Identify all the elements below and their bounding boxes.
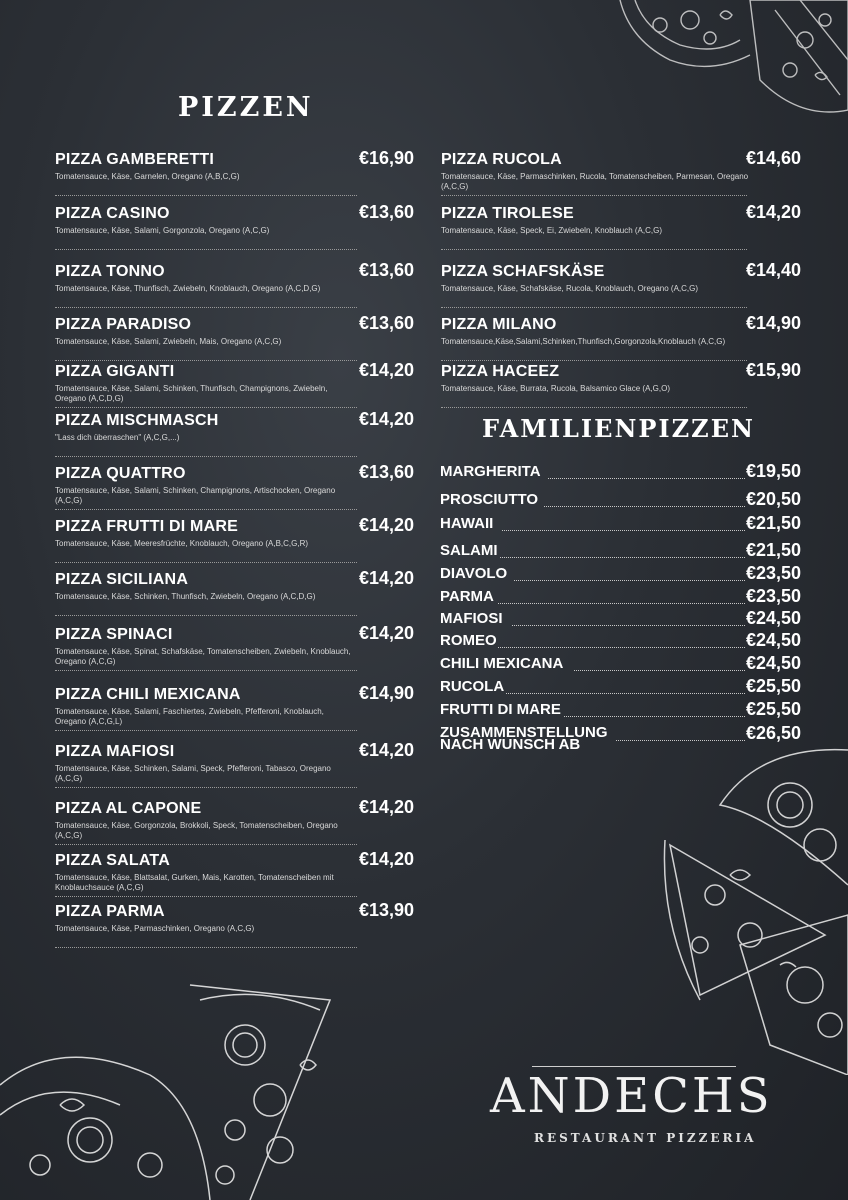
dotted-divider [55,509,357,510]
dotted-leader [574,670,745,671]
menu-item-name: PIZZA GAMBERETTI [55,151,215,168]
familienpizzen-heading: FAMILIENPIZZEN [482,414,755,443]
menu-item-name: PIZZA RUCOLA [441,151,562,168]
family-pizza-item [440,608,815,632]
menu-item-description: Tomatensauce, Käse, Schinken, Salami, Speck, Pfefferoni, Tabasco, Oregano (A,C,G) [55,764,331,783]
dotted-divider [55,249,357,250]
pizza-sketch-bottom-icon [0,965,380,1200]
menu-item-price: €14,60 [746,148,802,168]
dotted-divider [441,407,747,408]
family-pizza-price: €23,50 [746,586,802,606]
dotted-divider [55,562,357,563]
menu-item-price: €14,90 [359,683,415,703]
menu-item-description: Tomatensauce, Käse, Thunfisch, Zwiebeln, Knoblauch, Oregano (A,C,D,G) [55,284,321,293]
dotted-divider [55,787,357,788]
family-pizza-price: €25,50 [746,676,802,696]
family-pizza-price: €24,50 [746,653,802,673]
family-pizza-item [440,630,815,654]
menu-item-name: PIZZA SALATA [55,852,170,869]
menu-item-name: PIZZA SPINACI [55,626,173,643]
menu-item-price: €14,20 [359,740,415,760]
dotted-divider [55,730,357,731]
menu-item-description: Tomatensauce, Käse, Schinken, Thunfisch, Zwiebeln, Oregano (A,C,D,G) [55,592,316,601]
family-pizza-item [440,461,815,485]
dotted-leader [498,603,745,604]
menu-item-description: Tomatensauce, Käse, Meeresfrüchte, Knoblauch, Oregano (A,B,C,G,R) [55,539,309,548]
dotted-leader [616,740,745,741]
family-pizza-item [440,540,815,564]
family-pizza-price: €20,50 [746,489,802,509]
family-pizza-item [440,563,815,587]
family-pizza-item [440,653,815,677]
family-pizza-name: RUCOLA [440,678,505,695]
menu-item-description: Tomatensauce,Käse,Salami,Schinken,Thunfisch,Gorgonzola,Knoblauch (A,C,G) [441,337,726,346]
family-pizza-item [440,699,815,723]
family-pizza-price: €23,50 [746,563,802,583]
dotted-leader [512,625,745,626]
family-pizza-name: FRUTTI DI MARE [440,701,561,718]
dotted-leader [498,647,745,648]
family-pizza-name: PROSCIUTTO [440,491,539,508]
menu-item-price: €14,20 [359,409,415,429]
menu-item-price: €14,90 [746,313,802,333]
menu-item-description: Tomatensauce, Käse, Parmaschinken, Rucola, Tomatenscheiben, Parmesan, Oregano (A,C,G) [441,172,749,191]
menu-item-name: PIZZA AL CAPONE [55,800,202,817]
menu-item-price: €14,20 [359,849,415,869]
menu-item-description: Tomatensauce, Käse, Parmaschinken, Oregano (A,C,G) [55,924,255,933]
menu-item-price: €14,20 [746,202,802,222]
dotted-divider [55,896,357,897]
family-pizza-price: €24,50 [746,608,802,628]
dotted-leader [564,716,745,717]
dotted-divider [55,456,357,457]
menu-item-name: PIZZA MAFIOSI [55,743,175,760]
menu-item-description: "Lass dich überraschen" (A,C,G,...) [55,433,180,442]
menu-item-price: €13,60 [359,462,415,482]
menu-item-price: €14,20 [359,568,415,588]
family-pizza-name: MAFIOSI [440,610,503,627]
logo-subtitle: RESTAURANT PIZZERIA [534,1131,757,1145]
logo-divider [532,1066,736,1067]
menu-item-name: PIZZA PARMA [55,903,165,920]
menu-item-description: Tomatensauce, Käse, Salami, Zwiebeln, Mais, Oregano (A,C,G) [55,337,282,346]
menu-item-name: PIZZA GIGANTI [55,363,175,380]
family-pizza-name: SALAMI [440,542,498,559]
menu-item-price: €14,40 [746,260,802,280]
dotted-leader [506,693,745,694]
family-pizza-price: €19,50 [746,461,802,481]
menu-item-price: €14,20 [359,360,415,380]
menu-item-description: Tomatensauce, Käse, Schafskäse, Rucola, Knoblauch, Oregano (A,C,G) [441,284,699,293]
family-pizza-price: €24,50 [746,630,802,650]
menu-item-price: €13,60 [359,202,415,222]
family-pizza-price: €26,50 [746,723,802,743]
family-pizza-price: €21,50 [746,513,802,533]
menu-item-price: €14,20 [359,515,415,535]
dotted-divider [441,195,747,196]
family-pizza-price: €25,50 [746,699,802,719]
menu-item-price: €13,60 [359,260,415,280]
menu-item-name: PIZZA PARADISO [55,316,192,333]
menu-item-name: PIZZA CASINO [55,205,170,222]
pizza-sketch-right-icon [640,745,848,1075]
menu-item-description: Tomatensauce, Käse, Speck, Ei, Zwiebeln, Knoblauch (A,C,G) [441,226,662,235]
dotted-divider [55,407,357,408]
dotted-leader [500,557,745,558]
dotted-leader [514,580,745,581]
dotted-leader [502,530,745,531]
family-pizza-name: DIAVOLO [440,565,508,582]
family-pizza-name: HAWAII [440,515,494,532]
menu-item-price: €15,90 [746,360,802,380]
dotted-leader [544,506,745,507]
menu-item-price: €14,20 [359,797,415,817]
menu-item-description: Tomatensauce, Käse, Salami, Schinken, Thunfisch, Champignons, Zwiebeln, Oregano (A,C,D,G) [55,384,328,403]
menu-item-price: €14,20 [359,623,415,643]
family-pizza-name: PARMA [440,588,494,605]
dotted-divider [441,249,747,250]
menu-item-price: €13,60 [359,313,415,333]
menu-item-name: PIZZA SCHAFSKÄSE [441,263,605,280]
family-pizza-name: MARGHERITA [440,463,541,480]
menu-item-name: PIZZA HACEEZ [441,363,560,380]
dotted-divider [55,615,357,616]
menu-item-name: PIZZA MISCHMASCH [55,412,219,429]
menu-item-name: PIZZA SICILIANA [55,571,189,588]
dotted-divider [55,844,357,845]
menu-item-description: Tomatensauce, Käse, Salami, Faschiertes, Zwiebeln, Pfefferoni, Knoblauch, Oregano (A,C,G,L) [55,707,324,726]
logo-title: ANDECHS [490,1068,773,1124]
menu-item-description: Tomatensauce, Käse, Gorgonzola, Brokkoli, Speck, Tomatenscheiben, Oregano (A,C,G) [55,821,338,840]
menu-item-name: PIZZA TIROLESE [441,205,574,222]
dotted-divider [55,947,357,948]
family-pizza-item [440,676,815,700]
menu-item-description: Tomatensauce, Käse, Salami, Schinken, Champignons, Artischocken, Oregano (A,C,G) [55,486,336,505]
menu-item-description: Tomatensauce, Käse, Spinat, Schafskäse, Tomatenscheiben, Zwiebeln, Knoblauch, Oregano (A,C,G) [55,647,351,666]
menu-item-price: €13,90 [359,900,415,920]
family-pizza-price: €21,50 [746,540,802,560]
menu-item-name: PIZZA MILANO [441,316,557,333]
family-pizza-item [440,489,815,513]
dotted-divider [55,195,357,196]
pizzen-heading: PIZZEN [178,92,314,123]
menu-item-description: Tomatensauce, Käse, Burrata, Rucola, Balsamico Glace (A,G,O) [441,384,670,393]
menu-item-description: Tomatensauce, Käse, Blattsalat, Gurken, Mais, Karotten, Tomatenscheiben mit Knoblauchsauce (A,C,G) [55,873,334,892]
family-pizza-item [440,586,815,610]
menu-item-name: PIZZA CHILI MEXICANA [55,686,241,703]
menu-item-name: PIZZA FRUTTI DI MARE [55,518,238,535]
dotted-divider [441,360,747,361]
dotted-leader [548,478,745,479]
dotted-divider [55,360,357,361]
menu-item-description: Tomatensauce, Käse, Salami, Gorgonzola, Oregano (A,C,G) [55,226,270,235]
dotted-divider [55,307,357,308]
dotted-divider [55,670,357,671]
dotted-divider [441,307,747,308]
family-pizza-item [440,513,815,537]
menu-item-name: PIZZA TONNO [55,263,165,280]
family-pizza-name: ZUSAMMENSTELLUNG NACH WUNSCH AB [440,724,608,753]
family-pizza-name: ROMEO [440,632,497,649]
pizza-sketch-top-icon [600,0,848,125]
family-pizza-name: CHILI MEXICANA [440,655,564,672]
menu-item-description: Tomatensauce, Käse, Garnelen, Oregano (A,B,C,G) [55,172,240,181]
menu-item-name: PIZZA QUATTRO [55,465,186,482]
family-pizza-item [440,723,815,753]
menu-item-price: €16,90 [359,148,415,168]
